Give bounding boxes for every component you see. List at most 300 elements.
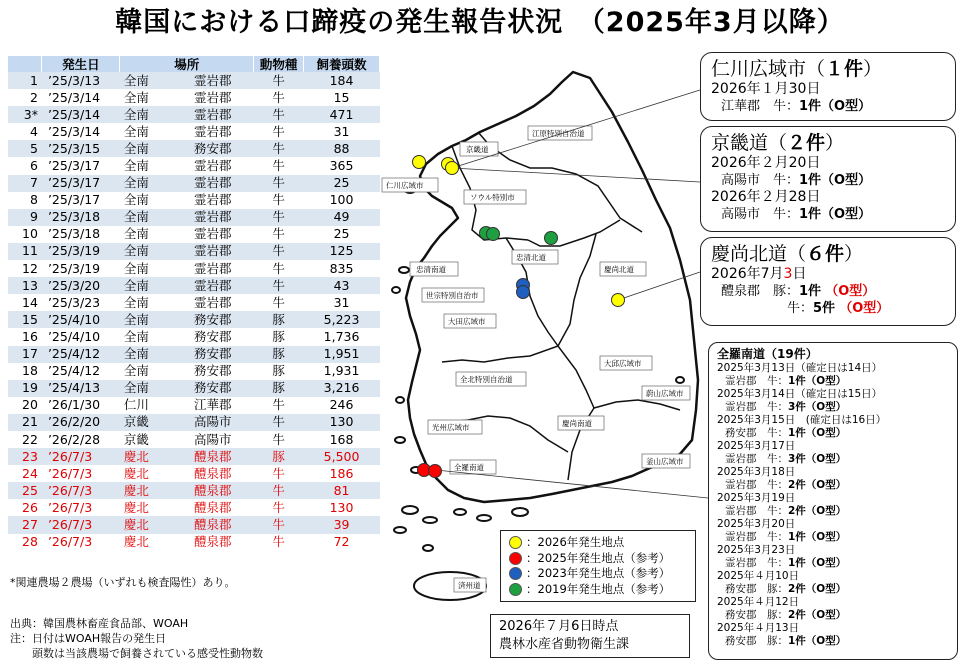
entry-city: 霊岩郡 牛： bbox=[725, 453, 788, 465]
cell-pref: 慶北 bbox=[120, 482, 172, 499]
cell-date: ’25/3/14 bbox=[42, 106, 120, 123]
cell-no: 1 bbox=[8, 72, 42, 89]
callout-date: 2026年7月3日 bbox=[711, 266, 807, 282]
legend-item bbox=[509, 582, 687, 598]
cell-pref: 全南 bbox=[120, 277, 172, 294]
cell-no: 25 bbox=[8, 482, 42, 499]
island bbox=[477, 515, 491, 521]
cell-city: 高陽市 bbox=[172, 431, 254, 448]
cell-city: 霊岩郡 bbox=[172, 89, 254, 106]
cell-pref: 全南 bbox=[120, 123, 172, 140]
cell-heads: 31 bbox=[304, 123, 380, 140]
cell-heads: 5,500 bbox=[304, 448, 380, 465]
island bbox=[402, 506, 418, 514]
cell-species: 牛 bbox=[254, 106, 304, 123]
cell-species: 牛 bbox=[254, 277, 304, 294]
table-row bbox=[8, 380, 380, 397]
as-of-org: 農林水産省動物衛生課 bbox=[499, 637, 630, 652]
cell-no: 18 bbox=[8, 363, 42, 380]
cell-city: 霊岩郡 bbox=[172, 294, 254, 311]
cell-city: 霊岩郡 bbox=[172, 123, 254, 140]
cell-species: 豚 bbox=[254, 346, 304, 363]
label-gyeongbuk: 慶尚北道 bbox=[604, 265, 634, 274]
cell-city: 務安郡 bbox=[172, 380, 254, 397]
entry-detail bbox=[717, 375, 949, 388]
cell-species: 牛 bbox=[254, 157, 304, 174]
entry-count: 2件（O型） bbox=[788, 479, 847, 491]
table-row bbox=[8, 465, 380, 482]
cell-species: 牛 bbox=[254, 140, 304, 157]
cell-city: 霊岩郡 bbox=[172, 72, 254, 89]
footnote: *関連農場２農場（いずれも検査陽性）あり。 bbox=[10, 576, 236, 589]
cell-date: ’25/3/19 bbox=[42, 260, 120, 277]
table-row bbox=[8, 157, 380, 174]
entry-date: 2025年3月15日 (確定日は16日） bbox=[717, 414, 887, 426]
cell-date: ’25/3/19 bbox=[42, 243, 120, 260]
cell-city: 霊岩郡 bbox=[172, 175, 254, 192]
table-row bbox=[8, 123, 380, 140]
cell-pref: 全南 bbox=[120, 157, 172, 174]
entry-city: 霊岩郡 牛： bbox=[725, 557, 788, 569]
entry-city: 務安郡 豚： bbox=[725, 583, 788, 595]
entry-city: 霊岩郡 牛： bbox=[725, 401, 788, 413]
cell-city: 霊岩郡 bbox=[172, 157, 254, 174]
cell-city: 醴泉郡 bbox=[172, 516, 254, 533]
cell-heads: 100 bbox=[304, 192, 380, 209]
cell-no: 16 bbox=[8, 328, 42, 345]
island bbox=[392, 287, 400, 293]
cell-heads: 130 bbox=[304, 499, 380, 516]
cell-species: 豚 bbox=[254, 448, 304, 465]
entry-count: 3件（O型） bbox=[788, 453, 847, 465]
cell-species: 牛 bbox=[254, 431, 304, 448]
table-row bbox=[8, 192, 380, 209]
cell-date: ’25/3/14 bbox=[42, 89, 120, 106]
callout-heading: 全羅南道（19件） bbox=[717, 347, 818, 361]
cell-heads: 15 bbox=[304, 89, 380, 106]
cell-species: 牛 bbox=[254, 397, 304, 414]
legend bbox=[500, 530, 696, 602]
entry-date: 2025年3月19日 bbox=[717, 492, 796, 504]
cell-heads: 5,223 bbox=[304, 311, 380, 328]
cell-date: ’25/3/18 bbox=[42, 226, 120, 243]
table-row bbox=[8, 277, 380, 294]
entry-city: 霊岩郡 牛： bbox=[725, 375, 788, 387]
cell-city: 務安郡 bbox=[172, 328, 254, 345]
cell-heads: 168 bbox=[304, 431, 380, 448]
cell-city: 霊岩郡 bbox=[172, 277, 254, 294]
cell-city: 醴泉郡 bbox=[172, 465, 254, 482]
entry-date: 2025年４月10日 bbox=[717, 570, 800, 582]
header-species: 動物種 bbox=[254, 56, 304, 72]
label-sejong: 世宗特別自治市 bbox=[426, 291, 479, 300]
point-2026-goyang-2 bbox=[446, 162, 459, 175]
entry-detail bbox=[717, 427, 949, 440]
cell-no: 22 bbox=[8, 431, 42, 448]
label-jeonnam: 全羅南道 bbox=[454, 463, 484, 472]
cell-heads: 125 bbox=[304, 243, 380, 260]
cell-no: 28 bbox=[8, 534, 42, 551]
entry-count: 2件（O型） bbox=[788, 583, 847, 595]
cell-date: ’26/7/3 bbox=[42, 534, 120, 551]
page-title: 韓国における口蹄疫の発生報告状況 （2025年3月以降） bbox=[115, 7, 845, 38]
cell-date: ’25/4/10 bbox=[42, 311, 120, 328]
entry-detail bbox=[717, 531, 949, 544]
cell-heads: 471 bbox=[304, 106, 380, 123]
cell-no: 4 bbox=[8, 123, 42, 140]
table-row bbox=[8, 397, 380, 414]
cell-date: ’25/3/15 bbox=[42, 140, 120, 157]
cell-species: 牛 bbox=[254, 534, 304, 551]
outbreak-table bbox=[8, 56, 380, 551]
cell-no: 23 bbox=[8, 448, 42, 465]
cell-pref: 全南 bbox=[120, 226, 172, 243]
legend-label: ：2026年発生地点 bbox=[526, 535, 625, 549]
entry-date: 2025年3月14日（確定日は15日） bbox=[717, 388, 883, 400]
entry-date: 2025年3月20日 bbox=[717, 518, 796, 530]
entry-count: 2件（O型） bbox=[788, 609, 847, 621]
cell-date: ’26/7/3 bbox=[42, 448, 120, 465]
cell-pref: 仁川 bbox=[120, 397, 172, 414]
cell-pref: 全南 bbox=[120, 328, 172, 345]
cell-no: 9 bbox=[8, 209, 42, 226]
legend-dot-icon bbox=[509, 583, 522, 596]
cell-pref: 全南 bbox=[120, 363, 172, 380]
cell-city: 霊岩郡 bbox=[172, 226, 254, 243]
cell-species: 豚 bbox=[254, 363, 304, 380]
cell-pref: 京畿 bbox=[120, 431, 172, 448]
cell-no: 26 bbox=[8, 499, 42, 516]
legend-item bbox=[509, 551, 687, 567]
table-row bbox=[8, 516, 380, 533]
label-incheon: 仁川広域市 bbox=[386, 181, 424, 190]
label-daegu: 大邱広域市 bbox=[604, 359, 642, 368]
cell-city: 江華郡 bbox=[172, 397, 254, 414]
cell-city: 務安郡 bbox=[172, 311, 254, 328]
table-row bbox=[8, 209, 380, 226]
cell-heads: 31 bbox=[304, 294, 380, 311]
as-of-box bbox=[490, 614, 690, 658]
point-2019-c bbox=[545, 232, 558, 245]
korea-map bbox=[380, 50, 710, 610]
cell-heads: 1,951 bbox=[304, 346, 380, 363]
table-header-row bbox=[8, 56, 380, 72]
label-gyeongnam: 慶尚南道 bbox=[562, 419, 592, 428]
cell-pref: 全南 bbox=[120, 260, 172, 277]
cell-date: ’26/7/3 bbox=[42, 465, 120, 482]
cell-heads: 25 bbox=[304, 226, 380, 243]
cell-no: 5 bbox=[8, 140, 42, 157]
cell-heads: 39 bbox=[304, 516, 380, 533]
label-daejeon: 大田広域市 bbox=[448, 317, 486, 326]
cell-date: ’26/1/30 bbox=[42, 397, 120, 414]
as-of-date: 2026年７月6日時点 bbox=[499, 619, 619, 634]
cell-no: 3* bbox=[8, 106, 42, 123]
cell-heads: 1,931 bbox=[304, 363, 380, 380]
cell-date: ’25/3/13 bbox=[42, 72, 120, 89]
island bbox=[676, 377, 684, 383]
point-2026-incheon bbox=[413, 156, 426, 169]
island bbox=[423, 545, 433, 551]
table-row bbox=[8, 328, 380, 345]
callout-heading: 京畿道（２件） bbox=[711, 132, 845, 154]
cell-pref: 慶北 bbox=[120, 516, 172, 533]
cell-heads: 25 bbox=[304, 175, 380, 192]
entry-city: 務安郡 牛： bbox=[725, 427, 788, 439]
cell-city: 醴泉郡 bbox=[172, 448, 254, 465]
entry-count: 1件（O型） bbox=[788, 427, 847, 439]
callout-date: 2026年１月30日 bbox=[711, 81, 821, 97]
point-2026-yecheon bbox=[612, 294, 625, 307]
label-chungnam: 忠清南道 bbox=[416, 265, 446, 274]
table-row bbox=[8, 346, 380, 363]
header-no bbox=[8, 56, 42, 72]
entry-detail bbox=[717, 583, 949, 596]
cell-city: 醴泉郡 bbox=[172, 482, 254, 499]
cell-no: 27 bbox=[8, 516, 42, 533]
cell-date: ’25/4/12 bbox=[42, 363, 120, 380]
cell-date: ’25/4/13 bbox=[42, 380, 120, 397]
cell-pref: 全南 bbox=[120, 192, 172, 209]
cell-pref: 全南 bbox=[120, 294, 172, 311]
source-line: 出典：韓国農林畜産食品部、WOAH bbox=[10, 617, 189, 630]
label-ulsan: 蔚山広域市 bbox=[646, 389, 684, 398]
cell-pref: 京畿 bbox=[120, 414, 172, 431]
entry-count: 1件（O型） bbox=[788, 375, 847, 387]
callout-detail: 醴泉郡 豚：1件 （O型） bbox=[721, 284, 876, 299]
cell-city: 霊岩郡 bbox=[172, 192, 254, 209]
cell-city: 霊岩郡 bbox=[172, 243, 254, 260]
cell-city: 霊岩郡 bbox=[172, 209, 254, 226]
legend-dot-icon bbox=[509, 567, 522, 580]
island bbox=[395, 437, 405, 443]
callout-date: 2026年２月20日 bbox=[711, 155, 821, 171]
island bbox=[394, 527, 406, 533]
cell-species: 牛 bbox=[254, 89, 304, 106]
cell-species: 豚 bbox=[254, 380, 304, 397]
cell-no: 24 bbox=[8, 465, 42, 482]
cell-pref: 慶北 bbox=[120, 499, 172, 516]
cell-pref: 慶北 bbox=[120, 448, 172, 465]
cell-date: ’25/3/20 bbox=[42, 277, 120, 294]
cell-pref: 慶北 bbox=[120, 465, 172, 482]
entry-detail bbox=[717, 479, 949, 492]
cell-pref: 全南 bbox=[120, 72, 172, 89]
cell-heads: 130 bbox=[304, 414, 380, 431]
label-seoul: ソウル特別市 bbox=[470, 193, 515, 202]
cell-no: 20 bbox=[8, 397, 42, 414]
cell-pref: 慶北 bbox=[120, 534, 172, 551]
label-chungbuk: 忠清北道 bbox=[516, 253, 546, 262]
cell-species: 牛 bbox=[254, 414, 304, 431]
cell-city: 高陽市 bbox=[172, 414, 254, 431]
cell-date: ’25/3/14 bbox=[42, 123, 120, 140]
header-date: 発生日 bbox=[42, 56, 120, 72]
cell-heads: 88 bbox=[304, 140, 380, 157]
cell-heads: 1,736 bbox=[304, 328, 380, 345]
callout-date: 2026年２月28日 bbox=[711, 189, 821, 205]
cell-date: ’26/7/3 bbox=[42, 516, 120, 533]
entry-detail bbox=[717, 505, 949, 518]
table-row bbox=[8, 414, 380, 431]
cell-no: 6 bbox=[8, 157, 42, 174]
cell-heads: 184 bbox=[304, 72, 380, 89]
entry-count: 1件（O型） bbox=[788, 557, 847, 569]
cell-heads: 49 bbox=[304, 209, 380, 226]
table-row bbox=[8, 106, 380, 123]
cell-no: 10 bbox=[8, 226, 42, 243]
header-location: 場所 bbox=[120, 56, 254, 72]
island bbox=[454, 509, 466, 515]
entry-date: 2025年４月13日 bbox=[717, 622, 800, 634]
point-2025-b bbox=[429, 465, 442, 478]
cell-no: 11 bbox=[8, 243, 42, 260]
cell-no: 21 bbox=[8, 414, 42, 431]
cell-species: 牛 bbox=[254, 123, 304, 140]
cell-pref: 全南 bbox=[120, 89, 172, 106]
island bbox=[399, 267, 409, 273]
entry-detail bbox=[717, 609, 949, 622]
island bbox=[396, 397, 404, 403]
entry-date: 2025年3月17日 bbox=[717, 440, 796, 452]
entry-date: 2025年3月18日 bbox=[717, 466, 796, 478]
jeonnam-entries bbox=[717, 362, 949, 648]
callout-heading: 仁川広域市（１件） bbox=[711, 58, 883, 80]
cell-city: 霊岩郡 bbox=[172, 106, 254, 123]
cell-species: 牛 bbox=[254, 243, 304, 260]
table-row bbox=[8, 140, 380, 157]
entry-detail bbox=[717, 635, 949, 648]
cell-heads: 186 bbox=[304, 465, 380, 482]
cell-city: 霊岩郡 bbox=[172, 260, 254, 277]
entry-detail bbox=[717, 453, 949, 466]
entry-detail bbox=[717, 401, 949, 414]
cell-heads: 365 bbox=[304, 157, 380, 174]
cell-no: 13 bbox=[8, 277, 42, 294]
table-row bbox=[8, 534, 380, 551]
note-line-2: 頭数は当該農場で飼養されている感受性動物数 bbox=[32, 647, 263, 660]
cell-date: ’26/7/3 bbox=[42, 482, 120, 499]
cell-heads: 81 bbox=[304, 482, 380, 499]
table-row bbox=[8, 243, 380, 260]
cell-date: ’26/7/3 bbox=[42, 499, 120, 516]
cell-no: 14 bbox=[8, 294, 42, 311]
cell-date: ’25/3/23 bbox=[42, 294, 120, 311]
island bbox=[512, 508, 528, 516]
table-row bbox=[8, 89, 380, 106]
callout-incheon bbox=[700, 52, 956, 121]
cell-date: ’25/3/17 bbox=[42, 192, 120, 209]
callout-detail: 高陽市 牛：1件（O型） bbox=[721, 173, 872, 188]
cell-pref: 全南 bbox=[120, 140, 172, 157]
cell-species: 豚 bbox=[254, 328, 304, 345]
cell-heads: 72 bbox=[304, 534, 380, 551]
legend-dot-icon bbox=[509, 552, 522, 565]
entry-date: 2025年3月23日 bbox=[717, 544, 796, 556]
cell-pref: 全南 bbox=[120, 380, 172, 397]
table-row bbox=[8, 448, 380, 465]
header-heads: 飼養頭数 bbox=[304, 56, 380, 72]
cell-city: 務安郡 bbox=[172, 140, 254, 157]
cell-date: ’25/3/17 bbox=[42, 175, 120, 192]
cell-date: ’25/4/12 bbox=[42, 346, 120, 363]
legend-rows bbox=[509, 535, 687, 597]
entry-count: 2件（O型） bbox=[788, 505, 847, 517]
legend-label: ：2023年発生地点（参考） bbox=[526, 566, 671, 580]
table-row bbox=[8, 311, 380, 328]
cell-species: 牛 bbox=[254, 226, 304, 243]
cell-pref: 全南 bbox=[120, 175, 172, 192]
cell-heads: 3,216 bbox=[304, 380, 380, 397]
callout-gyeongbuk bbox=[700, 237, 956, 326]
point-2023-b bbox=[517, 286, 530, 299]
legend-label: ：2019年発生地点（参考） bbox=[526, 581, 671, 596]
cell-no: 8 bbox=[8, 192, 42, 209]
note-line: 注：日付はWOAH報告の発生日 bbox=[10, 632, 167, 645]
cell-heads: 246 bbox=[304, 397, 380, 414]
table-row bbox=[8, 431, 380, 448]
table-row bbox=[8, 260, 380, 277]
label-gyeonggi: 京畿道 bbox=[466, 145, 489, 154]
callout-gyeonggi bbox=[700, 126, 956, 232]
cell-species: 牛 bbox=[254, 192, 304, 209]
cell-species: 牛 bbox=[254, 72, 304, 89]
cell-pref: 全南 bbox=[120, 243, 172, 260]
entry-count: 1件（O型） bbox=[788, 635, 847, 647]
point-2019-b bbox=[487, 228, 500, 241]
cell-species: 牛 bbox=[254, 294, 304, 311]
cell-species: 牛 bbox=[254, 175, 304, 192]
legend-item bbox=[509, 566, 687, 582]
cell-city: 務安郡 bbox=[172, 363, 254, 380]
label-jeju: 済州道 bbox=[458, 581, 481, 590]
table-body bbox=[8, 72, 380, 551]
label-gangwon: 江原特別自治道 bbox=[532, 129, 585, 138]
cell-species: 牛 bbox=[254, 209, 304, 226]
cell-date: ’25/3/18 bbox=[42, 209, 120, 226]
cell-species: 牛 bbox=[254, 260, 304, 277]
legend-dot-icon bbox=[509, 536, 522, 549]
cell-no: 12 bbox=[8, 260, 42, 277]
cell-no: 17 bbox=[8, 346, 42, 363]
callout-detail: 江華郡 牛：1件（O型） bbox=[721, 99, 872, 114]
callout-heading: 慶尚北道（６件） bbox=[711, 243, 864, 265]
cell-species: 牛 bbox=[254, 516, 304, 533]
entry-detail bbox=[717, 557, 949, 570]
label-busan: 釜山広域市 bbox=[646, 457, 684, 466]
cell-city: 醴泉郡 bbox=[172, 499, 254, 516]
table-row bbox=[8, 363, 380, 380]
cell-city: 醴泉郡 bbox=[172, 534, 254, 551]
cell-date: ’25/3/17 bbox=[42, 157, 120, 174]
entry-city: 霊岩郡 牛： bbox=[725, 531, 788, 543]
table-row bbox=[8, 226, 380, 243]
table-row bbox=[8, 72, 380, 89]
cell-species: 豚 bbox=[254, 311, 304, 328]
callout-detail: 牛：5件 （O型） bbox=[787, 301, 890, 316]
cell-date: ’26/2/28 bbox=[42, 431, 120, 448]
legend-item bbox=[509, 535, 687, 551]
cell-date: ’26/2/20 bbox=[42, 414, 120, 431]
label-jeonbuk: 全北特別自治道 bbox=[460, 375, 513, 384]
entry-date: 2025年４月12日 bbox=[717, 596, 800, 608]
entry-city: 霊岩郡 牛： bbox=[725, 479, 788, 491]
label-gwangju: 光州広域市 bbox=[432, 423, 470, 432]
cell-species: 牛 bbox=[254, 499, 304, 516]
entry-city: 務安郡 豚： bbox=[725, 635, 788, 647]
cell-pref: 全南 bbox=[120, 346, 172, 363]
table-row bbox=[8, 294, 380, 311]
